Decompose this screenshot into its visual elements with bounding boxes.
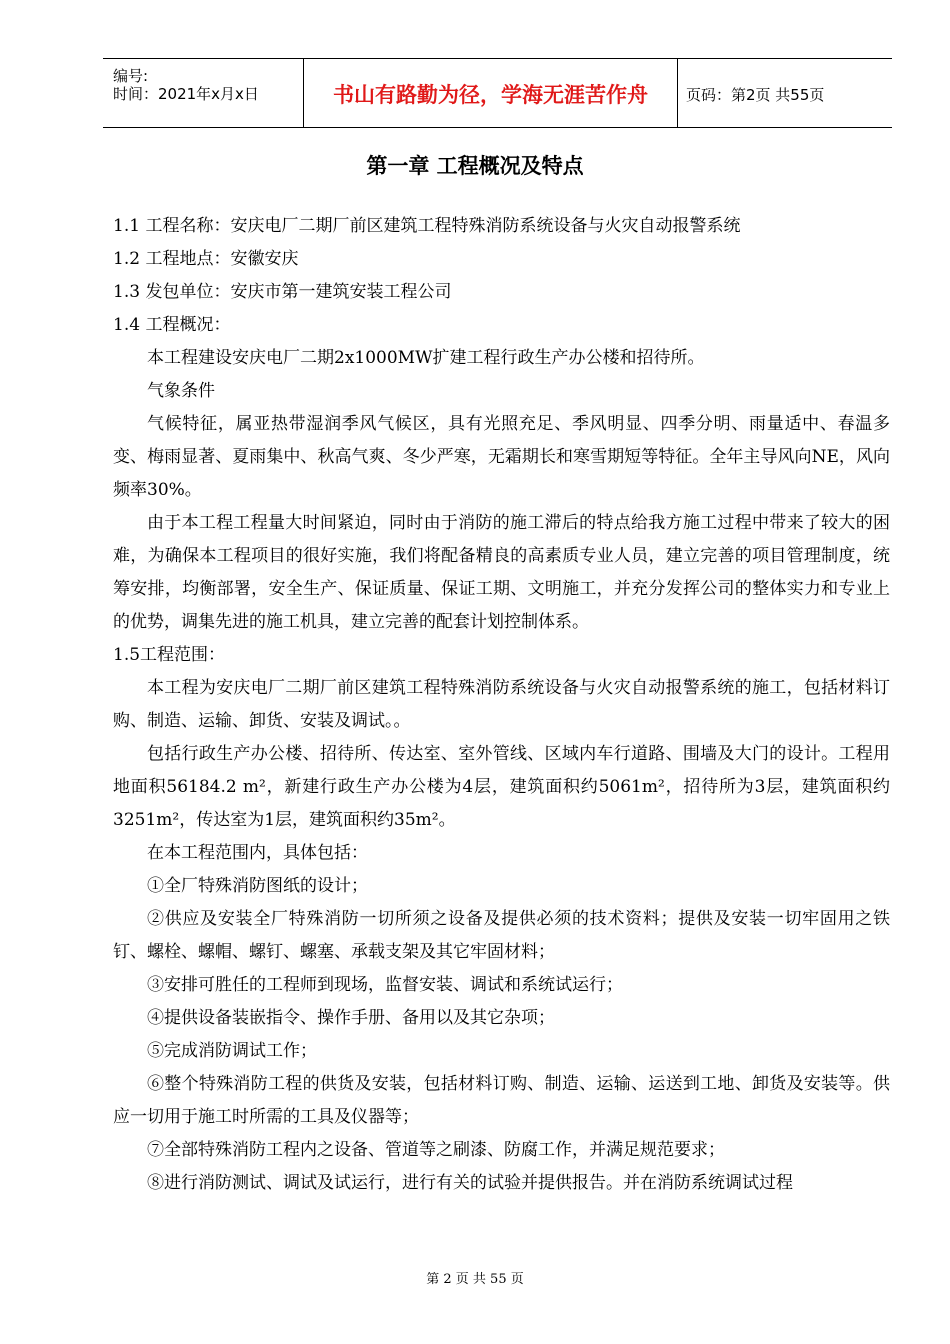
serial-number-label: 编号: bbox=[113, 67, 149, 85]
scope-item-5: ⑤完成消防调试工作； bbox=[147, 1041, 317, 1061]
header-page-number: 页码：第2页 共55页 bbox=[686, 86, 825, 104]
section-1-4: 1.4 工程概况： bbox=[113, 315, 231, 335]
section-1-5: 1.5工程范围： bbox=[113, 645, 226, 665]
document-body bbox=[113, 210, 890, 1200]
header-page-cell bbox=[678, 59, 892, 127]
page-footer: 第 2 页 共 55 页 bbox=[426, 1272, 524, 1287]
paragraph-scope: 本工程为安庆电厂二期厂前区建筑工程特殊消防系统设备与火灾自动报警系统的施工，包括材料订购、制造、运输、卸货、安装及调试。。 bbox=[113, 678, 890, 731]
chapter-title: 第一章 工程概况及特点 bbox=[366, 154, 584, 178]
paragraph-weather-heading: 气象条件 bbox=[147, 381, 215, 401]
section-1-2: 1.2 工程地点：安徽安庆 bbox=[113, 249, 299, 269]
header-meta-cell bbox=[103, 59, 303, 127]
paragraph-project-intro: 本工程建设安庆电厂二期2x1000MW扩建工程行政生产办公楼和招待所。 bbox=[147, 348, 705, 368]
scope-item-7: ⑦全部特殊消防工程内之设备、管道等之刷漆、防腐工作，并满足规范要求； bbox=[147, 1140, 725, 1160]
paragraph-scope-details: 包括行政生产办公楼、招待所、传达室、室外管线、区域内车行道路、围墙及大门的设计。工程用地面积56184.2 m²，新建行政生产办公楼为4层，建筑面积约5061m²，招待所为3层，建筑面积约3251m²，传达室为1层，建筑面积约35m²。 bbox=[113, 744, 890, 830]
section-1-3: 1.3 发包单位：安庆市第一建筑安装工程公司 bbox=[113, 282, 452, 302]
scope-item-4: ④提供设备装嵌指令、操作手册、备用以及其它杂项； bbox=[147, 1008, 555, 1028]
header-motto: 书山有路勤为径，学海无涯苦作舟 bbox=[333, 83, 648, 107]
scope-item-1: ①全厂特殊消防图纸的设计； bbox=[147, 876, 368, 896]
paragraph-scope-intro: 在本工程范围内，具体包括： bbox=[147, 843, 368, 863]
scope-item-6: ⑥整个特殊消防工程的供货及安装，包括材料订购、制造、运输、运送到工地、卸货及安装等。供应一切用于施工时所需的工具及仪器等； bbox=[113, 1074, 890, 1127]
scope-item-3: ③安排可胜任的工程师到现场，监督安装、调试和系统试运行； bbox=[147, 975, 623, 995]
paragraph-challenges: 由于本工程工程量大时间紧迫，同时由于消防的施工滞后的特点给我方施工过程中带来了较大的困难，为确保本工程项目的很好实施，我们将配备精良的高素质专业人员，建立完善的项目管理制度，统筹安排，均衡部署，安全生产、保证质量、保证工期、文明施工，并充分发挥公司的整体实力和专业上的优势，调集先进的施工机具，建立完善的配套计划控制体系。 bbox=[113, 513, 890, 632]
document-header bbox=[103, 58, 892, 128]
scope-item-2: ②供应及安装全厂特殊消防一切所须之设备及提供必须的技术资料；提供及安装一切牢固用之铁钉、螺栓、螺帽、螺钉、螺塞、承载支架及其它牢固材料； bbox=[113, 909, 890, 962]
section-1-1: 1.1 工程名称：安庆电厂二期厂前区建筑工程特殊消防系统设备与火灾自动报警系统 bbox=[113, 216, 741, 236]
scope-item-8: ⑧进行消防测试、调试及试运行，进行有关的试验并提供报告。并在消防系统调试过程 bbox=[147, 1173, 793, 1193]
paragraph-climate: 气候特征，属亚热带湿润季风气候区，具有光照充足、季风明显、四季分明、雨量适中、春温多变、梅雨显著、夏雨集中、秋高气爽、冬少严寒，无霜期长和寒雪期短等特征。全年主导风向NE，风向频率30%。 bbox=[113, 414, 890, 500]
header-motto-cell bbox=[303, 59, 678, 127]
time-label: 时间：2021年x月x日 bbox=[113, 85, 259, 103]
